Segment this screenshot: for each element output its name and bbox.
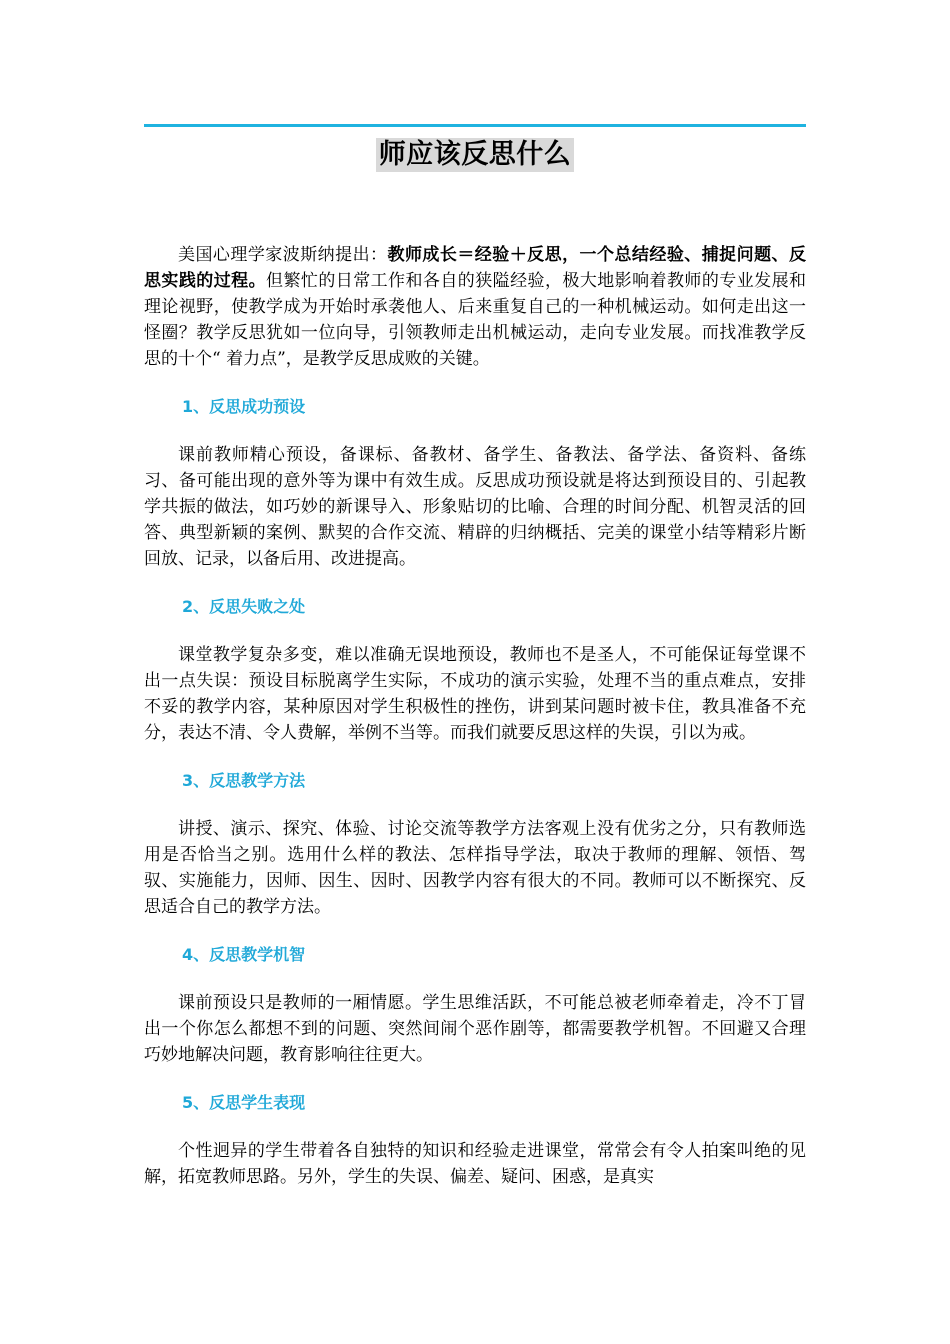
intro-lead: 美国心理学家波斯纳提出：	[178, 245, 388, 265]
section-body-4: 课前预设只是教师的一厢情愿。学生思维活跃，不可能总被老师牵着走，冷不丁冒出一个你怎么都想不到的问题、突然间闹个恶作剧等，都需要教学机智。不回避又合理巧妙地解决问题，教育影响往往更大。	[144, 993, 806, 1065]
title-wrapper	[0, 138, 950, 172]
intro-bold: 教师成长＝经验＋反思，一个总结经验、捕捉问题、反思实践的过程。	[144, 245, 807, 291]
section-heading-2: 2、反思失败之处	[182, 597, 306, 616]
section-body-2: 课堂教学复杂多变，难以准确无误地预设，教师也不是圣人，不可能保证每堂课不出一点失误：预设目标脱离学生实际，不成功的演示实验，处理不当的重点难点，安排不妥的教学内容，某种原因对学生积极性的挫伤，讲到某问题时被卡住，教具准备不充分，表达不清、令人费解，举例不当等。而我们就要反思这样的失误，引以为戒。	[144, 645, 806, 743]
article-body	[144, 242, 806, 1212]
section-heading-1: 1、反思成功预设	[182, 397, 306, 416]
section-body-1: 课前教师精心预设，备课标、备教材、备学生、备教法、备学法、备资料、备练习、备可能出现的意外等为课中有效生成。反思成功预设就是将达到预设目的、引起教学共振的做法，如巧妙的新课导入、形象贴切的比喻、合理的时间分配、机智灵活的回答、典型新颖的案例、默契的合作交流、精辟的归纳概括、完美的课堂小结等精彩片断回放、记录，以备后用、改进提高。	[144, 445, 806, 569]
section-heading-4: 4、反思教学机智	[182, 945, 306, 964]
intro-rest: 但繁忙的日常工作和各自的狭隘经验，极大地影响着教师的专业发展和理论视野，使教学成为开始时承袭他人、后来重复自己的一种机械运动。如何走出这一怪圈？教学反思犹如一位向导，引领教师走出机械运动，走向专业发展。而找准教学反思的十个“ 着力点”，是教学反思成败的关键。	[144, 271, 807, 369]
section-body-3: 讲授、演示、探究、体验、讨论交流等教学方法客观上没有优劣之分，只有教师选用是否恰当之别。选用什么样的教法、怎样指导学法，取决于教师的理解、领悟、驾驭、实施能力，因师、因生、因时、因教学内容有很大的不同。教师可以不断探究、反思适合自己的教学方法。	[144, 819, 806, 917]
top-rule-divider	[144, 124, 806, 127]
section-body-5: 个性迥异的学生带着各自独特的知识和经验走进课堂，常常会有令人拍案叫绝的见解，拓宽教师思路。另外，学生的失误、偏差、疑问、困惑，是真实	[144, 1141, 806, 1187]
page-title: 师应该反思什么	[376, 138, 575, 172]
section-heading-3: 3、反思教学方法	[182, 771, 306, 790]
section-heading-5: 5、反思学生表现	[182, 1093, 306, 1112]
intro-paragraph	[144, 242, 806, 372]
